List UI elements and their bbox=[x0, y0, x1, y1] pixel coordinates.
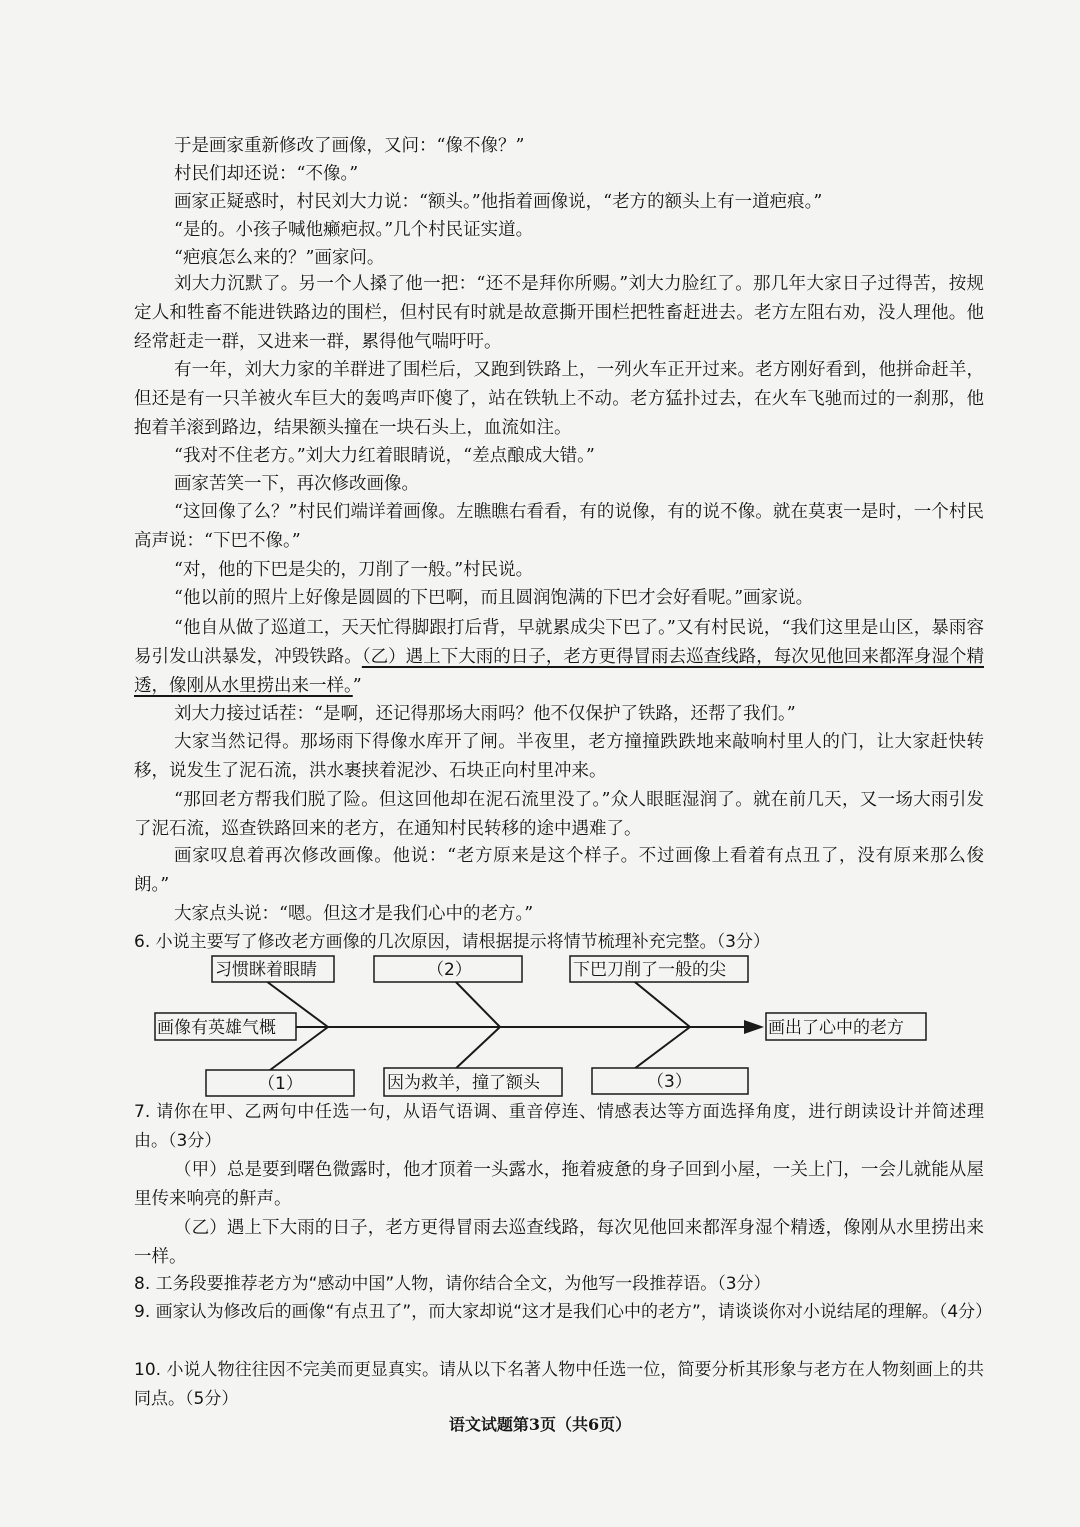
story-paragraph: “我对不住老方。”刘大力红着眼睛说，“差点酿成大错。” bbox=[174, 446, 595, 466]
question-10: 10. 小说人物往往因不完美而更显真实。请从以下名著人物中任选一位，简要分析其形象与老方在人物刻画上的共同点。（5分） bbox=[134, 1360, 984, 1409]
story-text: “他自从做了巡道工，天天忙得脚跟打后背，早就累成尖下巴了。”又有村民说，“我们这里是山区，暴雨容易引发山洪暴发，冲毁铁路。 bbox=[134, 618, 984, 667]
story-paragraph: 画家苦笑一下，再次修改画像。 bbox=[174, 474, 419, 494]
story-paragraph: 画家正疑惑时，村民刘大力说：“额头。”他指着画像说，“老方的额头上有一道疤痕。” bbox=[174, 192, 823, 212]
page-footer: 语文试题第3页（共6页） bbox=[448, 1415, 632, 1434]
story-paragraph: “对，他的下巴是尖的，刀削了一般。”村民说。 bbox=[174, 560, 534, 580]
question-7-sentence-yi: （乙）遇上下大雨的日子，老方更得冒雨去巡查线路，每次见他回来都浑身湿个精透，像刚从水里捞出来一样。 bbox=[134, 1218, 984, 1267]
label-bottom-3: （3） bbox=[647, 1072, 692, 1092]
label-start: 画像有英雄气概 bbox=[157, 1018, 276, 1038]
label-top-3: 下巴刀削了一般的尖 bbox=[573, 960, 726, 980]
story-paragraph: 画家叹息着再次修改画像。他说：“老方原来是这个样子。不过画像上看着有点丑了，没有原来那么俊朗。” bbox=[134, 846, 984, 895]
label-bottom-2: 因为救羊，撞了额头 bbox=[387, 1073, 540, 1093]
story-paragraph: 大家当然记得。那场雨下得像水库开了闸。半夜里，老方撞撞跌跌地来敲响村里人的门，让大家赶快转移，说发生了泥石流，洪水裹挟着泥沙、石块正向村里冲来。 bbox=[134, 732, 984, 781]
label-top-1: 习惯眯着眼睛 bbox=[215, 960, 317, 980]
question-8: 8. 工务段要推荐老方为“感动中国”人物，请你结合全文，为他写一段推荐语。（3分） bbox=[134, 1274, 771, 1294]
question-6: 6. 小说主要写了修改老方画像的几次原因，请根据提示将情节梳理补充完整。（3分） bbox=[134, 932, 770, 952]
story-paragraph: “疤痕怎么来的？”画家问。 bbox=[174, 248, 385, 268]
question-7-sentence-jia: （甲）总是要到曙色微露时，他才顶着一头露水，拖着疲惫的身子回到小屋，一关上门，一会儿就能从屋里传来响亮的鼾声。 bbox=[134, 1160, 984, 1209]
label-top-2: （2） bbox=[427, 960, 472, 980]
label-bottom-1: （1） bbox=[258, 1074, 303, 1094]
story-paragraph: “这回像了么？”村民们端详着画像。左瞧瞧右看看，有的说像，有的说不像。就在莫衷一是时，一个村民高声说：“下巴不像。” bbox=[134, 502, 984, 551]
arrow-head bbox=[744, 1020, 764, 1034]
story-text: ” bbox=[352, 676, 362, 696]
story-paragraph: 刘大力沉默了。另一个人搡了他一把：“还不是拜你所赐。”刘大力脸红了。那几年大家日子过得苦，按规定人和牲畜不能进铁路边的围栏，但村民有时就是故意撕开围栏把牲畜赶进去。老方左阻右劝，没人理他。他经常赶走一群，又进来一群，累得他气喘吁吁。 bbox=[134, 274, 984, 352]
story-paragraph: 村民们却还说：“不像。” bbox=[174, 164, 359, 184]
story-paragraph: “他以前的照片上好像是圆圆的下巴啊，而且圆润饱满的下巴才会好看呢。”画家说。 bbox=[174, 588, 814, 608]
story-paragraph: “那回老方帮我们脱了险。但这回他却在泥石流里没了。”众人眼眶湿润了。就在前几天，又一场大雨引发了泥石流，巡查铁路回来的老方，在通知村民转移的途中遇难了。 bbox=[134, 790, 984, 839]
question-9: 9. 画家认为修改后的画像“有点丑了”，而大家却说“这才是我们心中的老方”，请谈谈你对小说结尾的理解。（4分） bbox=[134, 1302, 993, 1322]
story-paragraph: “是的。小孩子喊他癞疤叔。”几个村民证实道。 bbox=[174, 220, 534, 240]
question-7: 7. 请你在甲、乙两句中任选一句，从语气语调、重音停连、情感表达等方面选择角度，进行朗读设计并简述理由。（3分） bbox=[134, 1102, 984, 1151]
story-paragraph: 于是画家重新修改了画像，又问：“像不像？” bbox=[174, 136, 525, 156]
underlined-sentence-yi: （乙）遇上下大雨的日子，老方更得冒雨去巡查线路，每次见他回来都浑身湿个精透，像刚从水里捞出来一样。 bbox=[134, 647, 985, 696]
label-end: 画出了心中的老方 bbox=[768, 1018, 904, 1038]
story-paragraph: 有一年，刘大力家的羊群进了围栏后，又跑到铁路上，一列火车正开过来。老方刚好看到，他拼命赶羊，但还是有一只羊被火车巨大的轰鸣声吓傻了，站在铁轨上不动。老方猛扑过去，在火车飞驰而过的一刹那，他抱着羊滚到路边，结果额头撞在一块石头上，血流如注。 bbox=[134, 360, 984, 438]
story-paragraph: 刘大力接过话茬：“是啊，还记得那场大雨吗？他不仅保护了铁路，还帮了我们。” bbox=[174, 704, 796, 724]
story-paragraph: 大家点头说：“嗯。但这才是我们心中的老方。” bbox=[174, 904, 534, 924]
